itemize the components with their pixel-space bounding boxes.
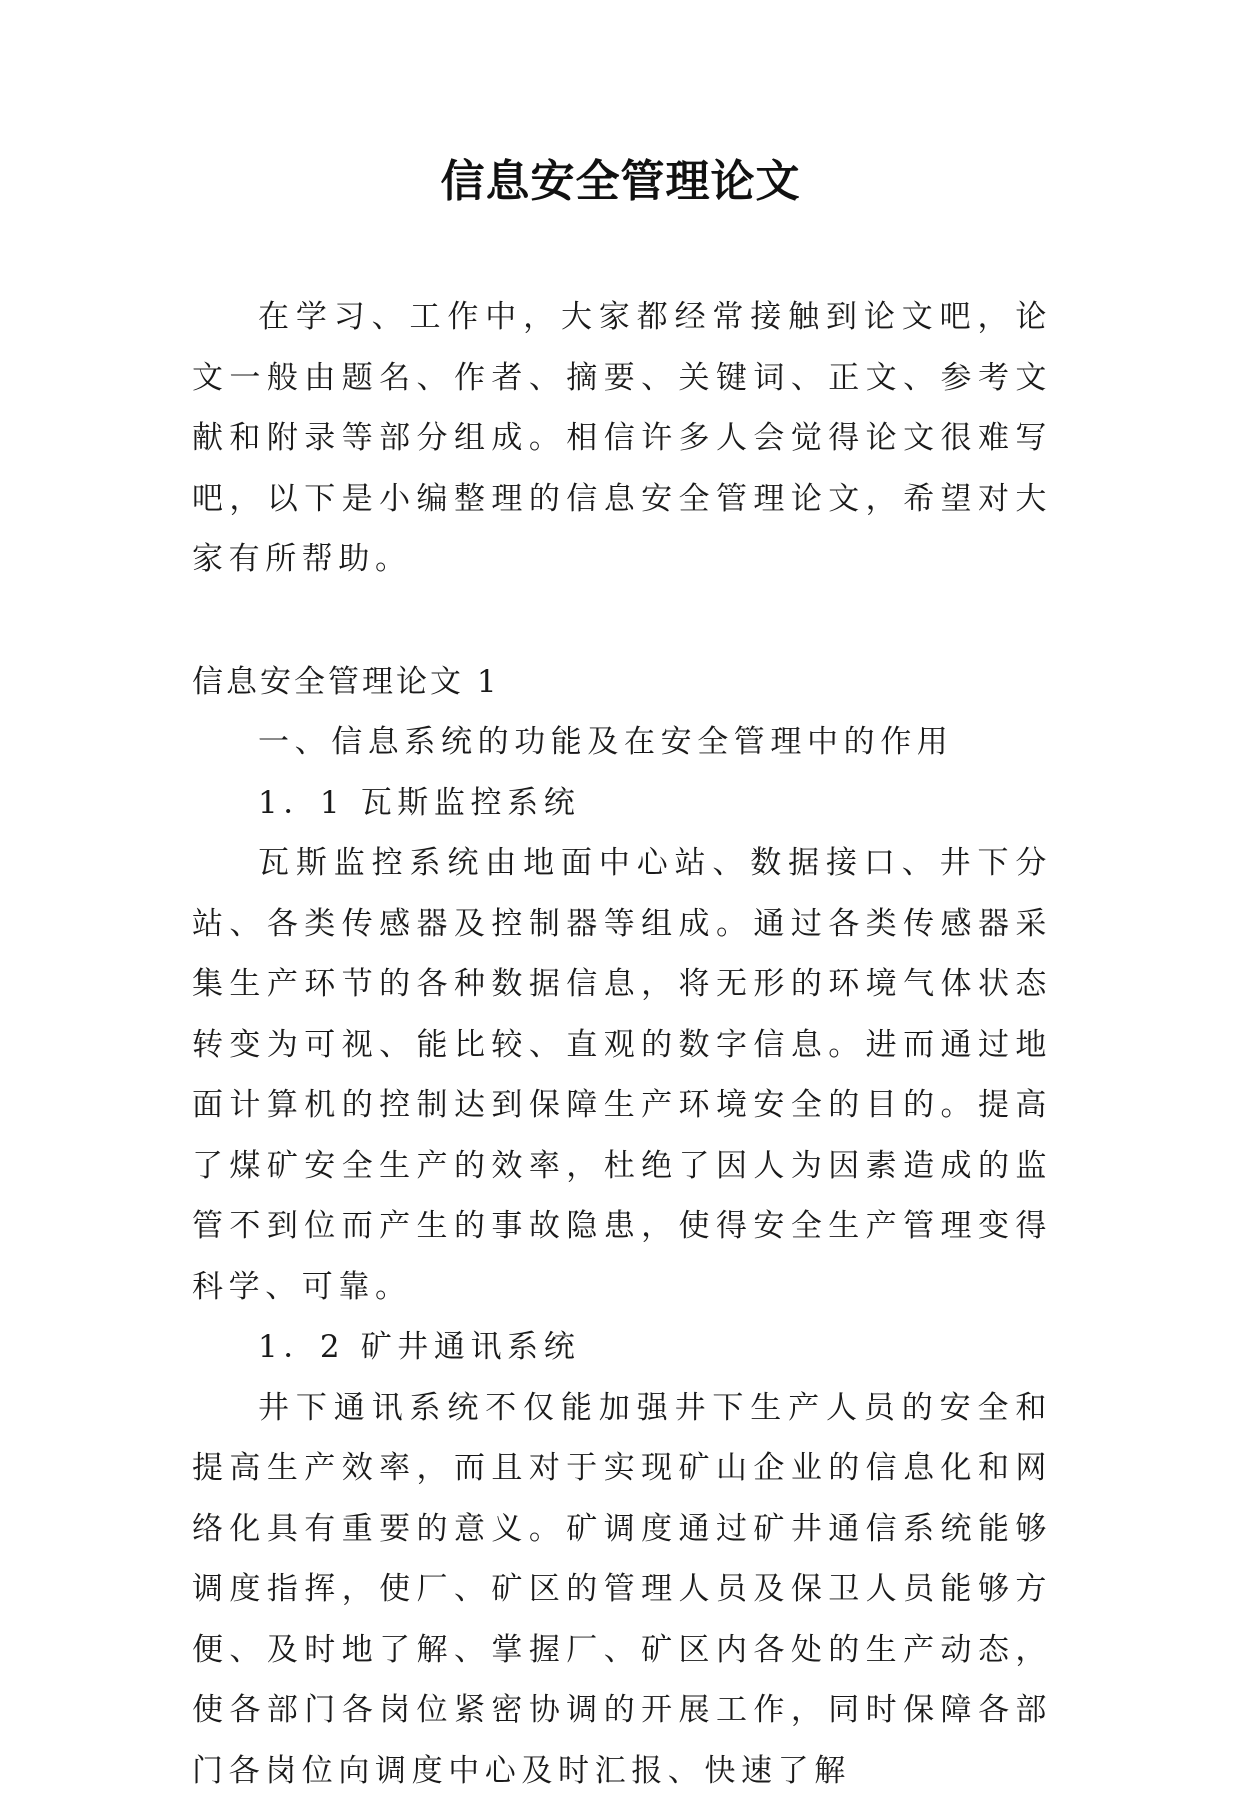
subsection-1-paragraph: 瓦斯监控系统由地面中心站、数据接口、井下分站、各类传感器及控制器等组成。通过各类传感器采集生产环节的各种数据信息，将无形的环境气体状态转变为可视、能比较、直观的数字信息。进而通过地面计算机的控制达到保障生产环境安全的目的。提高了煤矿安全生产的效率，杜绝了因人为因素造成的监管不到位而产生的事故隐患，使得安全生产管理变得科学、可靠。: [192, 833, 1052, 1317]
subsection-2-heading: 1．2 矿井通讯系统: [192, 1317, 1052, 1378]
subsection-1-heading: 1．1 瓦斯监控系统: [192, 773, 1052, 834]
intro-paragraph: 在学习、工作中，大家都经常接触到论文吧，论文一般由题名、作者、摘要、关键词、正文、参考文献和附录等部分组成。相信许多人会觉得论文很难写吧，以下是小编整理的信息安全管理论文，希望对大家有所帮助。: [192, 287, 1052, 590]
document-title: 信息安全管理论文: [0, 152, 1241, 212]
document-body: [192, 287, 1052, 1801]
section-heading: 一、信息系统的功能及在安全管理中的作用: [192, 712, 1052, 773]
article-heading: 信息安全管理论文 1: [192, 652, 1052, 713]
subsection-2-paragraph: 井下通讯系统不仅能加强井下生产人员的安全和提高生产效率，而且对于实现矿山企业的信息化和网络化具有重要的意义。矿调度通过矿井通信系统能够调度指挥，使厂、矿区的管理人员及保卫人员能够方便、及时地了解、掌握厂、矿区内各处的生产动态，使各部门各岗位紧密协调的开展工作，同时保障各部门各岗位向调度中心及时汇报、快速了解: [192, 1378, 1052, 1801]
